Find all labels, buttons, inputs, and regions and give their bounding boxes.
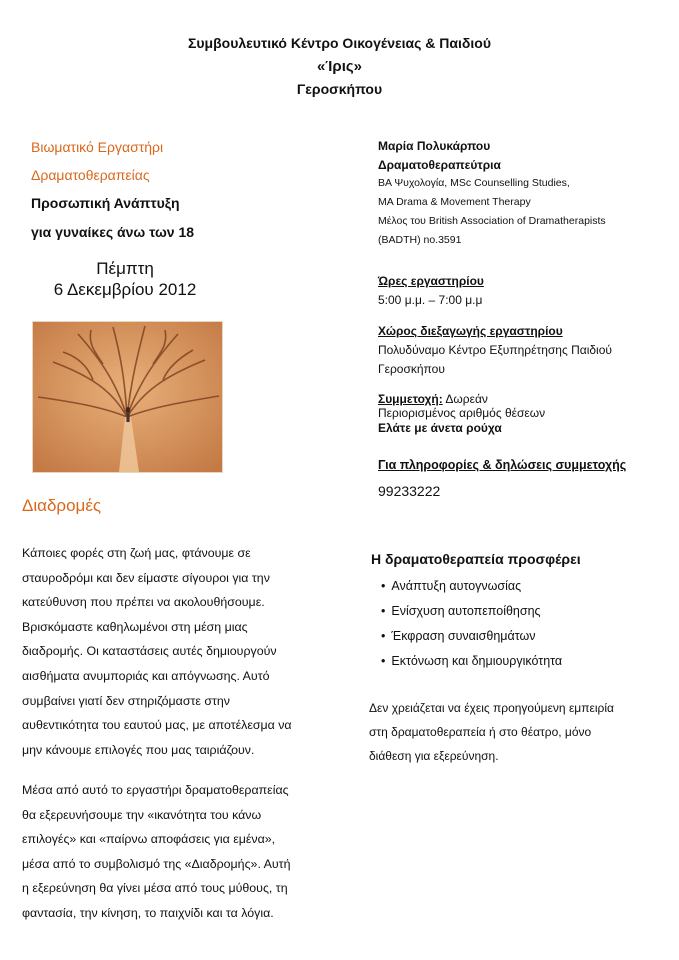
org-title: Συμβουλευτικό Κέντρο Οικογένειας & Παιδιού (188, 35, 491, 51)
contact-label: Για πληροφορίες & δηλώσεις συμμετοχής (378, 458, 627, 472)
workshop-line: η εξερεύνηση θα γίνει μέσα από τους μύθους, τη (22, 881, 288, 896)
event-date: 6 Δεκεμβρίου 2012 (53, 280, 197, 299)
venue-line: Γεροσκήπου (378, 362, 445, 376)
section-title: Διαδρομές (22, 496, 102, 515)
workshop-line: μέσα από το συμβολισμό της «Διαδρομής». Αυτή (22, 856, 291, 871)
workshop-line: Μέσα από αυτό το εργαστήρι δραματοθεραπείας (22, 783, 289, 797)
participation-value: Δωρεάν (445, 392, 488, 406)
list-item: • Ενίσχυση αυτοπεποίθησης (381, 599, 562, 624)
intro-line: αισθήματα ανυμποριάς και απόγνωσης. Αυτό (22, 668, 270, 683)
intro-line: σταυροδρόμι και δεν είμαστε σίγουροι για την (22, 570, 270, 585)
participation-label: Συμμετοχή: (378, 392, 443, 406)
workshop-paragraph (22, 778, 320, 926)
offers-title: Η δραματοθεραπεία προσφέρει (371, 551, 581, 567)
participation (378, 392, 488, 407)
offers-list (381, 574, 562, 674)
list-item: • Έκφραση συναισθημάτων (381, 624, 562, 649)
venue-label: Χώρος διεξαγωγής εργαστηρίου (378, 324, 563, 338)
event-type: Βιωματικό Εργαστήρι (31, 139, 164, 155)
therapist-name: Μαρία Πολυκάρπου (378, 139, 491, 153)
therapist-credential: BA Ψυχολογία, MSc Counselling Studies, (378, 177, 570, 189)
intro-paragraph (22, 541, 320, 762)
workshop-line: θα εξερευνήσουμε την «ικανότητα του κάνω (22, 807, 262, 822)
tree-roots-painting-icon (32, 321, 223, 473)
therapist-membership-number: (BADTH) no.3591 (378, 234, 462, 246)
closing-line: στη δραματοθεραπεία ή στο θέατρο, μόνο (369, 725, 592, 739)
event-subject: Δραματοθεραπείας (31, 167, 150, 183)
closing-line: διάθεση για εξερεύνηση. (369, 749, 499, 763)
seats-note: Περιορισμένος αριθμός θέσεων (378, 406, 546, 420)
header (0, 32, 679, 101)
therapist-role: Δραματοθεραπεύτρια (378, 158, 501, 172)
intro-line: διαδρομής. Οι καταστάσεις αυτές δημιουργούν (22, 644, 277, 659)
list-item: • Ανάπτυξη αυτογνωσίας (381, 574, 562, 599)
intro-line: Βρισκόμαστε καθηλωμένοι στη μέση μιας (22, 619, 248, 634)
event-audience: για γυναίκες άνω των 18 (31, 224, 195, 240)
intro-line: συμβαίνει γιατί δεν στηριζόμαστε στην (22, 693, 230, 708)
clothes-note: Ελάτε με άνετα ρούχα (378, 421, 502, 435)
closing-paragraph (369, 696, 649, 768)
intro-line: Κάποιες φορές στη ζωή μας, φτάνουμε σε (22, 546, 251, 560)
therapist-credential: MA Drama & Movement Therapy (378, 196, 531, 208)
workshop-line: φαντασία, την κίνηση, το παιχνίδι και τα λόγια. (22, 905, 274, 920)
event-day: Πέμπτη (96, 259, 154, 278)
hours-value: 5:00 μ.μ. – 7:00 μ.μ (378, 293, 483, 307)
list-item: • Εκτόνωση και δημιουργικότητα (381, 649, 562, 674)
intro-line: μην κάνουμε επιλογές που μας ταιριάζουν. (22, 742, 255, 757)
org-name: «Ίρις» (316, 58, 363, 75)
therapist-membership: Μέλος του British Association of Dramatherapists (378, 215, 606, 227)
intro-line: κατεύθυνση που πρέπει να ακολουθήσουμε. (22, 595, 265, 610)
closing-line: Δεν χρειάζεται να έχεις προηγούμενη εμπειρία (369, 701, 614, 715)
venue-line: Πολυδύναμο Κέντρο Εξυπηρέτησης Παιδιού (378, 343, 612, 357)
workshop-line: επιλογές» και «παίρνω αποφάσεις για εμένα», (22, 832, 276, 847)
event-topic: Προσωπική Ανάπτυξη (31, 195, 180, 211)
hours-label: Ώρες εργαστηρίου (378, 274, 484, 288)
contact-phone: 99233222 (378, 483, 441, 499)
org-place: Γεροσκήπου (296, 81, 383, 97)
intro-line: αυθεντικότητα του εαυτού μας, με αποτέλεσμα να (22, 718, 292, 733)
